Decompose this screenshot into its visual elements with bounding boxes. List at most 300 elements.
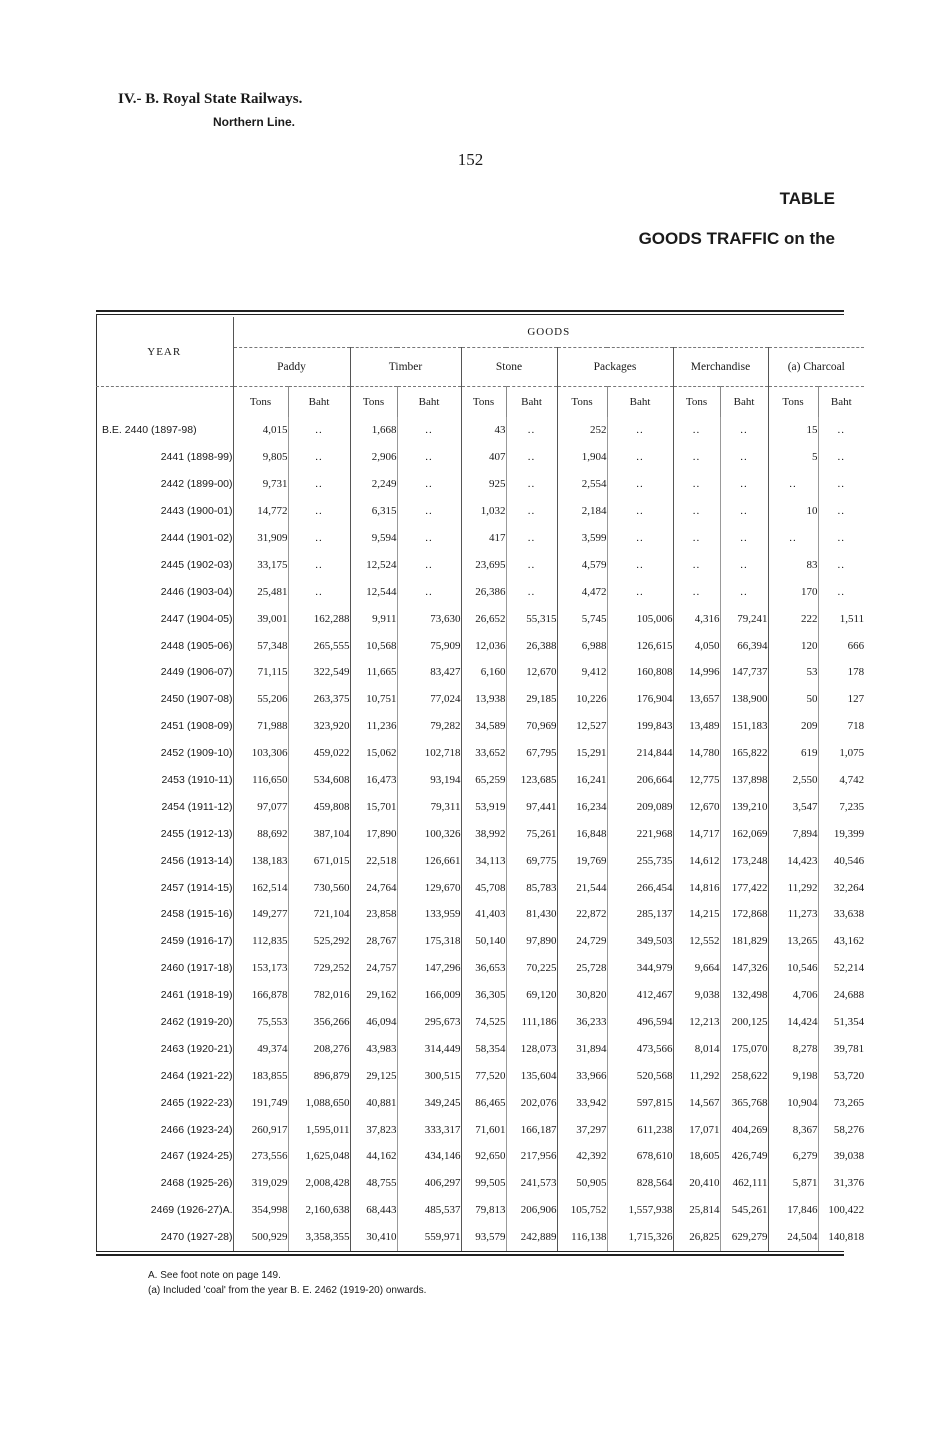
value-cell: 149,277 — [233, 901, 288, 928]
value-cell: .. — [673, 525, 720, 552]
value-cell: 14,772 — [233, 498, 288, 525]
value-cell: .. — [768, 525, 818, 552]
value-cell: .. — [607, 578, 673, 605]
value-cell: 14,816 — [673, 874, 720, 901]
value-cell: .. — [506, 525, 557, 552]
value-cell: 165,822 — [720, 740, 768, 767]
value-cell: 15,701 — [350, 793, 397, 820]
table-row — [96, 767, 864, 794]
value-cell: 729,252 — [288, 955, 350, 982]
value-cell: 123,685 — [506, 767, 557, 794]
value-cell: 51,354 — [818, 1009, 864, 1036]
value-cell: 69,775 — [506, 847, 557, 874]
unit-header-tons: Tons — [768, 387, 818, 418]
value-cell: 344,979 — [607, 955, 673, 982]
value-cell: 140,818 — [818, 1224, 864, 1251]
footnote-a: A. See foot note on page 149. — [148, 1270, 281, 1281]
value-cell: 71,601 — [461, 1116, 506, 1143]
value-cell: 434,146 — [397, 1143, 461, 1170]
value-cell: 6,160 — [461, 659, 506, 686]
value-cell: .. — [288, 578, 350, 605]
subsection-title: Northern Line. — [213, 115, 296, 129]
value-cell: 4,316 — [673, 605, 720, 632]
value-cell: 77,520 — [461, 1062, 506, 1089]
value-cell: 459,022 — [288, 740, 350, 767]
value-cell: 520,568 — [607, 1062, 673, 1089]
value-cell: 10,904 — [768, 1089, 818, 1116]
value-cell: 32,264 — [818, 874, 864, 901]
value-cell: 43 — [461, 417, 506, 444]
year-cell: 2460 (1917-18) — [160, 962, 233, 975]
table-row — [96, 1009, 864, 1036]
value-cell: .. — [607, 551, 673, 578]
value-cell: 354,998 — [233, 1197, 288, 1224]
value-cell: 1,032 — [461, 498, 506, 525]
table-row — [96, 471, 864, 498]
value-cell: 209 — [768, 713, 818, 740]
value-cell: 199,843 — [607, 713, 673, 740]
value-cell: 162,288 — [288, 605, 350, 632]
value-cell: 75,909 — [397, 632, 461, 659]
value-cell: 678,610 — [607, 1143, 673, 1170]
value-cell: 166,878 — [233, 982, 288, 1009]
table-row — [96, 982, 864, 1009]
value-cell: 39,781 — [818, 1035, 864, 1062]
year-cell: 2469 (1926-27)A. — [150, 1204, 233, 1217]
value-cell: 629,279 — [720, 1224, 768, 1251]
year-cell: 2451 (1908-09) — [160, 720, 233, 733]
value-cell: 26,652 — [461, 605, 506, 632]
value-cell: 30,410 — [350, 1224, 397, 1251]
value-cell: 57,348 — [233, 632, 288, 659]
value-cell: 6,315 — [350, 498, 397, 525]
value-cell: 24,757 — [350, 955, 397, 982]
value-cell: 15 — [768, 417, 818, 444]
value-cell: 166,009 — [397, 982, 461, 1009]
value-cell: .. — [818, 498, 864, 525]
page-number: 152 — [457, 150, 484, 169]
unit-header-baht: Baht — [288, 387, 350, 418]
value-cell: 26,388 — [506, 632, 557, 659]
value-cell: 14,215 — [673, 901, 720, 928]
value-cell: 153,173 — [233, 955, 288, 982]
value-cell: 14,612 — [673, 847, 720, 874]
table-row — [96, 444, 864, 471]
value-cell: .. — [506, 417, 557, 444]
year-cell: 2447 (1904-05) — [160, 612, 233, 625]
value-cell: 74,525 — [461, 1009, 506, 1036]
value-cell: 2,550 — [768, 767, 818, 794]
data-table — [96, 317, 864, 1251]
table-row — [96, 793, 864, 820]
year-cell: 2458 (1915-16) — [160, 908, 233, 921]
value-cell: 2,184 — [557, 498, 607, 525]
value-cell: 116,650 — [233, 767, 288, 794]
value-cell: .. — [607, 444, 673, 471]
value-cell: 99,505 — [461, 1170, 506, 1197]
value-cell: 9,198 — [768, 1062, 818, 1089]
value-cell: 13,657 — [673, 686, 720, 713]
value-cell: 135,604 — [506, 1062, 557, 1089]
value-cell: 112,835 — [233, 928, 288, 955]
value-cell: 43,162 — [818, 928, 864, 955]
value-cell: 13,938 — [461, 686, 506, 713]
value-cell: 10,546 — [768, 955, 818, 982]
value-cell: 178 — [818, 659, 864, 686]
value-cell: 73,630 — [397, 605, 461, 632]
table-row — [96, 847, 864, 874]
value-cell: 100,326 — [397, 820, 461, 847]
value-cell: 222 — [768, 605, 818, 632]
value-cell: 75,553 — [233, 1009, 288, 1036]
value-cell: 10,226 — [557, 686, 607, 713]
value-cell: 300,515 — [397, 1062, 461, 1089]
value-cell: 4,050 — [673, 632, 720, 659]
value-cell: 500,929 — [233, 1224, 288, 1251]
value-cell: 132,498 — [720, 982, 768, 1009]
value-cell: 19,399 — [818, 820, 864, 847]
table-row — [96, 659, 864, 686]
value-cell: 127 — [818, 686, 864, 713]
value-cell: 13,489 — [673, 713, 720, 740]
value-cell: 12,036 — [461, 632, 506, 659]
value-cell: 319,029 — [233, 1170, 288, 1197]
year-header-spacer — [96, 387, 233, 418]
value-cell: 31,376 — [818, 1170, 864, 1197]
value-cell: .. — [607, 498, 673, 525]
value-cell: 100,422 — [818, 1197, 864, 1224]
value-cell: 206,664 — [607, 767, 673, 794]
value-cell: 8,014 — [673, 1035, 720, 1062]
value-cell: 58,354 — [461, 1035, 506, 1062]
value-cell: 83,427 — [397, 659, 461, 686]
value-cell: 1,625,048 — [288, 1143, 350, 1170]
unit-header-baht: Baht — [506, 387, 557, 418]
value-cell: .. — [506, 471, 557, 498]
value-cell: 406,297 — [397, 1170, 461, 1197]
value-cell: .. — [720, 578, 768, 605]
value-cell: 241,573 — [506, 1170, 557, 1197]
value-cell: 29,185 — [506, 686, 557, 713]
value-cell: .. — [673, 444, 720, 471]
unit-header-tons: Tons — [350, 387, 397, 418]
value-cell: .. — [720, 417, 768, 444]
value-cell: .. — [288, 444, 350, 471]
value-cell: .. — [506, 551, 557, 578]
value-cell: 10,751 — [350, 686, 397, 713]
year-cell: 2444 (1901-02) — [160, 532, 233, 544]
value-cell: 93,579 — [461, 1224, 506, 1251]
value-cell: 426,749 — [720, 1143, 768, 1170]
value-cell: 173,248 — [720, 847, 768, 874]
value-cell: 9,594 — [350, 525, 397, 552]
value-cell: 65,259 — [461, 767, 506, 794]
value-cell: 40,881 — [350, 1089, 397, 1116]
value-cell: 412,467 — [607, 982, 673, 1009]
value-cell: 1,088,650 — [288, 1089, 350, 1116]
value-cell: .. — [818, 525, 864, 552]
table-bottom-rule-inner — [96, 1251, 844, 1252]
value-cell: 8,278 — [768, 1035, 818, 1062]
value-cell: 24,504 — [768, 1224, 818, 1251]
value-cell: 417 — [461, 525, 506, 552]
value-cell: 208,276 — [288, 1035, 350, 1062]
value-cell: 356,266 — [288, 1009, 350, 1036]
value-cell: 41,403 — [461, 901, 506, 928]
year-cell: 2442 (1899-00) — [160, 478, 233, 491]
value-cell: 166,187 — [506, 1116, 557, 1143]
value-cell: 14,996 — [673, 659, 720, 686]
value-cell: 36,233 — [557, 1009, 607, 1036]
value-cell: 31,909 — [233, 525, 288, 552]
value-cell: 9,038 — [673, 982, 720, 1009]
category-header-charcoal: (a) Charcoal — [768, 348, 864, 387]
unit-header-tons: Tons — [673, 387, 720, 418]
value-cell: 177,422 — [720, 874, 768, 901]
value-cell: 1,715,326 — [607, 1224, 673, 1251]
value-cell: 387,104 — [288, 820, 350, 847]
table-row — [96, 686, 864, 713]
value-cell: 1,668 — [350, 417, 397, 444]
year-cell: 2464 (1921-22) — [160, 1069, 233, 1082]
year-cell: 2467 (1924-25) — [160, 1150, 233, 1163]
value-cell: 258,622 — [720, 1062, 768, 1089]
value-cell: 671,015 — [288, 847, 350, 874]
value-cell: 116,138 — [557, 1224, 607, 1251]
value-cell: 9,805 — [233, 444, 288, 471]
value-cell: 322,549 — [288, 659, 350, 686]
value-cell: 285,137 — [607, 901, 673, 928]
value-cell: 92,650 — [461, 1143, 506, 1170]
value-cell: 53,919 — [461, 793, 506, 820]
value-cell: 10 — [768, 498, 818, 525]
value-cell: 17,890 — [350, 820, 397, 847]
value-cell: 1,511 — [818, 605, 864, 632]
year-cell: 2465 (1922-23) — [160, 1096, 233, 1109]
value-cell: 11,273 — [768, 901, 818, 928]
value-cell: 349,503 — [607, 928, 673, 955]
value-cell: 31,894 — [557, 1035, 607, 1062]
table-row — [96, 551, 864, 578]
unit-header-tons: Tons — [461, 387, 506, 418]
value-cell: 24,764 — [350, 874, 397, 901]
value-cell: 126,661 — [397, 847, 461, 874]
value-cell: 170 — [768, 578, 818, 605]
value-cell: .. — [673, 551, 720, 578]
value-cell: .. — [818, 444, 864, 471]
value-cell: 16,241 — [557, 767, 607, 794]
value-cell: 37,297 — [557, 1116, 607, 1143]
value-cell: 133,959 — [397, 901, 461, 928]
value-cell: 81,430 — [506, 901, 557, 928]
value-cell: 1,595,011 — [288, 1116, 350, 1143]
value-cell: 2,249 — [350, 471, 397, 498]
value-cell: 721,104 — [288, 901, 350, 928]
value-cell: 128,073 — [506, 1035, 557, 1062]
value-cell: 17,846 — [768, 1197, 818, 1224]
value-cell: .. — [818, 417, 864, 444]
value-cell: 3,547 — [768, 793, 818, 820]
value-cell: 206,906 — [506, 1197, 557, 1224]
year-cell: 2441 (1898-99) — [160, 451, 233, 464]
table-row — [96, 1116, 864, 1143]
value-cell: 2,906 — [350, 444, 397, 471]
table-body — [96, 417, 864, 1251]
value-cell: 263,375 — [288, 686, 350, 713]
value-cell: 828,564 — [607, 1170, 673, 1197]
footnote-charcoal: (a) Included 'coal' from the year B. E. 2462 (1919-20) onwards. — [148, 1285, 427, 1296]
value-cell: 33,942 — [557, 1089, 607, 1116]
value-cell: .. — [720, 471, 768, 498]
value-cell: 46,094 — [350, 1009, 397, 1036]
value-cell: .. — [397, 525, 461, 552]
value-cell: .. — [607, 471, 673, 498]
value-cell: 102,718 — [397, 740, 461, 767]
value-cell: 23,695 — [461, 551, 506, 578]
value-cell: 5 — [768, 444, 818, 471]
value-cell: 597,815 — [607, 1089, 673, 1116]
value-cell: 1,075 — [818, 740, 864, 767]
value-cell: 79,311 — [397, 793, 461, 820]
value-cell: .. — [397, 417, 461, 444]
table-row — [96, 1197, 864, 1224]
value-cell: 265,555 — [288, 632, 350, 659]
value-cell: 16,473 — [350, 767, 397, 794]
value-cell: 37,823 — [350, 1116, 397, 1143]
value-cell: .. — [288, 498, 350, 525]
value-cell: 217,956 — [506, 1143, 557, 1170]
value-cell: 925 — [461, 471, 506, 498]
value-cell: 21,544 — [557, 874, 607, 901]
value-cell: 3,358,355 — [288, 1224, 350, 1251]
value-cell: 93,194 — [397, 767, 461, 794]
value-cell: 160,808 — [607, 659, 673, 686]
value-cell: 175,318 — [397, 928, 461, 955]
table-row — [96, 1035, 864, 1062]
value-cell: 38,992 — [461, 820, 506, 847]
value-cell: 97,441 — [506, 793, 557, 820]
year-cell: 2445 (1902-03) — [160, 558, 233, 571]
table-row — [96, 1143, 864, 1170]
value-cell: .. — [506, 498, 557, 525]
table-top-rule-inner — [96, 314, 844, 315]
value-cell: 209,089 — [607, 793, 673, 820]
value-cell: 172,868 — [720, 901, 768, 928]
value-cell: 4,015 — [233, 417, 288, 444]
year-cell: 2456 (1913-14) — [160, 854, 233, 867]
value-cell: 22,518 — [350, 847, 397, 874]
value-cell: 1,904 — [557, 444, 607, 471]
value-cell: 18,605 — [673, 1143, 720, 1170]
value-cell: 12,670 — [506, 659, 557, 686]
value-cell: 545,261 — [720, 1197, 768, 1224]
value-cell: 11,292 — [768, 874, 818, 901]
value-cell: .. — [768, 471, 818, 498]
value-cell: 83 — [768, 551, 818, 578]
value-cell: 79,282 — [397, 713, 461, 740]
value-cell: 42,392 — [557, 1143, 607, 1170]
unit-header-baht: Baht — [607, 387, 673, 418]
value-cell: 29,162 — [350, 982, 397, 1009]
value-cell: 12,544 — [350, 578, 397, 605]
value-cell: 25,481 — [233, 578, 288, 605]
value-cell: 14,424 — [768, 1009, 818, 1036]
value-cell: 58,276 — [818, 1116, 864, 1143]
value-cell: 9,731 — [233, 471, 288, 498]
value-cell: 2,160,638 — [288, 1197, 350, 1224]
value-cell: .. — [673, 417, 720, 444]
value-cell: 11,292 — [673, 1062, 720, 1089]
value-cell: 459,808 — [288, 793, 350, 820]
value-cell: 75,261 — [506, 820, 557, 847]
value-cell: 14,717 — [673, 820, 720, 847]
value-cell: .. — [818, 471, 864, 498]
value-cell: 85,783 — [506, 874, 557, 901]
value-cell: 36,305 — [461, 982, 506, 1009]
year-cell: 2468 (1925-26) — [160, 1177, 233, 1190]
value-cell: .. — [397, 551, 461, 578]
table-top-rule — [96, 310, 844, 312]
value-cell: 151,183 — [720, 713, 768, 740]
value-cell: 34,113 — [461, 847, 506, 874]
value-cell: 25,728 — [557, 955, 607, 982]
year-cell: 2448 (1905-06) — [160, 639, 233, 652]
year-cell: 2461 (1918-19) — [160, 989, 233, 1002]
value-cell: .. — [673, 498, 720, 525]
value-cell: 43,983 — [350, 1035, 397, 1062]
value-cell: .. — [720, 525, 768, 552]
value-cell: 97,077 — [233, 793, 288, 820]
value-cell: 485,537 — [397, 1197, 461, 1224]
value-cell: 11,236 — [350, 713, 397, 740]
value-cell: 70,225 — [506, 955, 557, 982]
value-cell: 255,735 — [607, 847, 673, 874]
value-cell: 13,265 — [768, 928, 818, 955]
value-cell: .. — [288, 525, 350, 552]
value-cell: 181,829 — [720, 928, 768, 955]
table-row — [96, 525, 864, 552]
value-cell: 252 — [557, 417, 607, 444]
value-cell: 176,904 — [607, 686, 673, 713]
value-cell: .. — [673, 471, 720, 498]
value-cell: 6,988 — [557, 632, 607, 659]
value-cell: 534,608 — [288, 767, 350, 794]
table-row — [96, 1224, 864, 1251]
value-cell: 68,443 — [350, 1197, 397, 1224]
value-cell: 5,745 — [557, 605, 607, 632]
goods-group-header: GOODS — [233, 317, 864, 348]
value-cell: 20,410 — [673, 1170, 720, 1197]
table-row — [96, 820, 864, 847]
year-cell: 2462 (1919-20) — [160, 1016, 233, 1029]
value-cell: 3,599 — [557, 525, 607, 552]
value-cell: 4,706 — [768, 982, 818, 1009]
value-cell: 202,076 — [506, 1089, 557, 1116]
table-row — [96, 417, 864, 444]
value-cell: 30,820 — [557, 982, 607, 1009]
table-label: TABLE — [779, 189, 835, 208]
table-row — [96, 1062, 864, 1089]
value-cell: 7,894 — [768, 820, 818, 847]
value-cell: 896,879 — [288, 1062, 350, 1089]
value-cell: 39,038 — [818, 1143, 864, 1170]
value-cell: 73,265 — [818, 1089, 864, 1116]
category-header-stone: Stone — [461, 348, 557, 387]
value-cell: 10,568 — [350, 632, 397, 659]
year-cell: 2470 (1927-28) — [160, 1231, 233, 1244]
value-cell: 26,386 — [461, 578, 506, 605]
value-cell: 404,269 — [720, 1116, 768, 1143]
